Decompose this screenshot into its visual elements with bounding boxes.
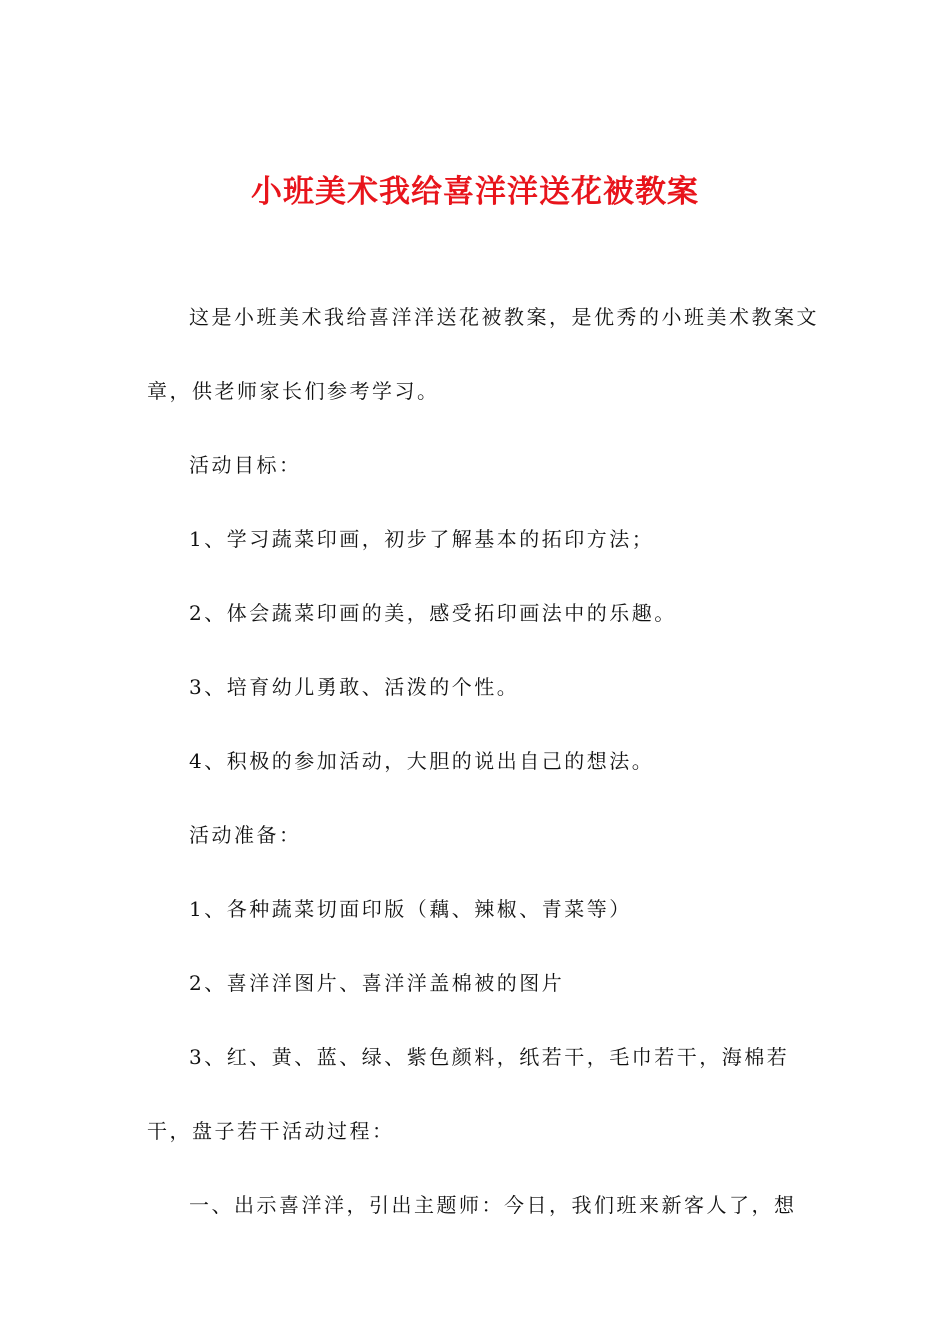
goal-item: 3、培育幼儿勇敢、活泼的个性。: [189, 675, 520, 699]
section-heading-goals: 活动目标：: [189, 453, 302, 477]
preparation-item: 3、红、黄、蓝、绿、紫色颜料，纸若干，毛巾若干，海棉若干，盘子若干活动过程：: [147, 1045, 790, 1143]
document-body: [147, 280, 822, 1242]
process-paragraph: 一、出示喜洋洋，引出主题师：今日，我们班来新客人了，想: [189, 1193, 797, 1217]
section-heading-preparation: 活动准备：: [189, 823, 302, 847]
goal-item: 1、学习蔬菜印画，初步了解基本的拓印方法；: [189, 527, 655, 551]
goal-item: 4、积极的参加活动，大胆的说出自己的想法。: [189, 749, 655, 773]
preparation-item: 1、各种蔬菜切面印版（藕、辣椒、青菜等）: [189, 897, 632, 921]
preparation-item: 2、喜洋洋图片、喜洋洋盖棉被的图片: [189, 971, 565, 995]
document-title: 小班美术我给喜洋洋送花被教案: [251, 173, 699, 210]
goal-item: 2、体会蔬菜印画的美，感受拓印画法中的乐趣。: [189, 601, 677, 625]
intro-paragraph: 这是小班美术我给喜洋洋送花被教案，是优秀的小班美术教案文章，供老师家长们参考学习。: [147, 305, 819, 403]
